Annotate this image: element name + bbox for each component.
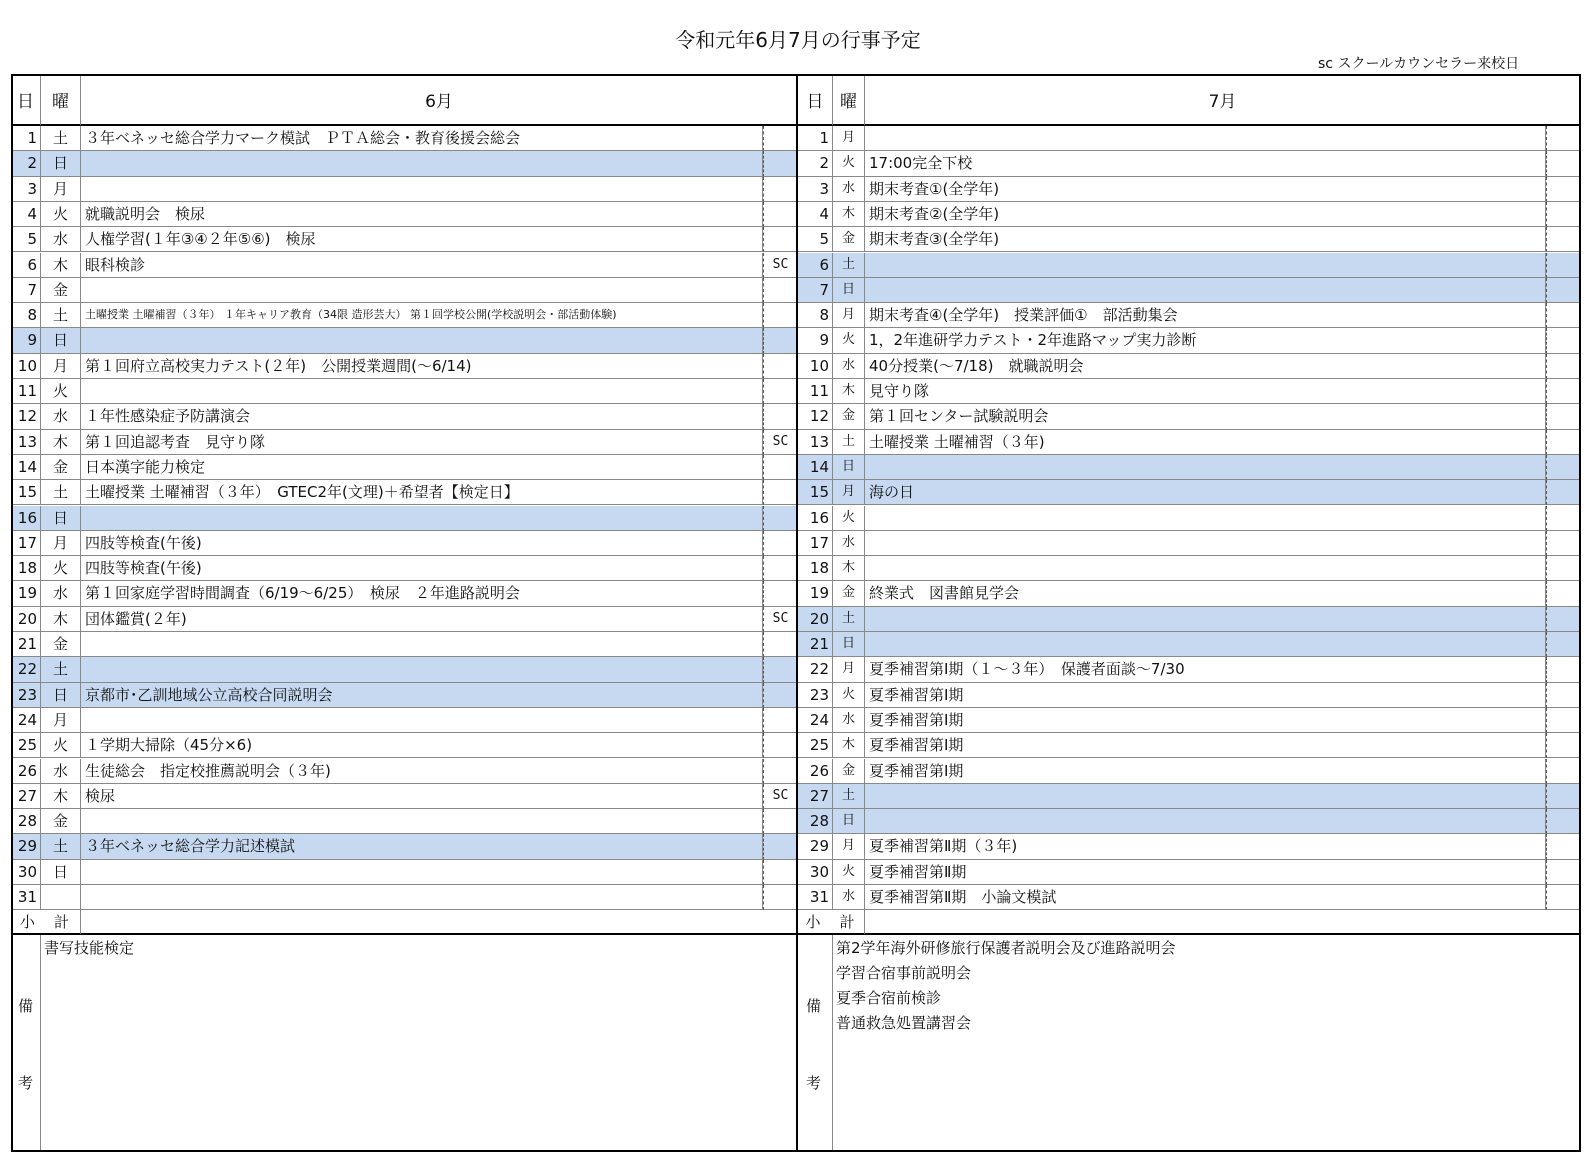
july-day-number: 2 [798,151,833,176]
june-weekday: 木 [41,607,81,632]
june-event: 四肢等検査(午後) [81,531,763,556]
june-event: 日本漢字能力検定 [81,455,763,480]
july-event: 期末考査①(全学年) [865,177,1546,202]
july-weekday: 月 [833,480,865,505]
july-remarks-label-top: 備 [806,997,822,1015]
june-day-number: 12 [11,404,41,429]
june-event: 京都市･乙訓地域公立高校合同説明会 [81,683,763,708]
sc-legend: sc スクールカウンセラー来校日 [1318,56,1520,72]
july-header-dow: 曜 [833,74,865,126]
june-day-number: 25 [11,733,41,758]
june-weekday: 水 [41,581,81,606]
july-weekday: 月 [833,657,865,682]
june-weekday: 金 [41,278,81,303]
remark-line: 第2学年海外研修旅行保護者説明会及び進路説明会 [836,939,1176,958]
june-day-number: 3 [11,177,41,202]
july-day-number: 28 [798,809,833,834]
july-day-number: 5 [798,227,833,252]
june-event: 土曜授業 土曜補習（３年） １年キャリア教育（34限 造形芸大） 第１回学校公開(学校説明会・部活動体験) [81,303,763,328]
july-day-number: 7 [798,278,833,303]
july-event: 夏季補習第Ⅰ期 [865,708,1546,733]
june-day-number: 27 [11,784,41,809]
july-weekday: 木 [833,556,865,581]
june-day-number: 6 [11,253,41,278]
june-event: ３年ベネッセ総合学力マーク模試 ＰＴＡ総会・教育後援会総会 [81,126,763,151]
july-weekday: 火 [833,860,865,885]
june-weekday: 火 [41,202,81,227]
june-sc-mark: SC [763,784,798,809]
june-weekday: 月 [41,354,81,379]
july-event: 夏季補習第Ⅰ期 [865,683,1546,708]
june-day-number: 17 [11,531,41,556]
july-event: 期末考査③(全学年) [865,227,1546,252]
july-day-number: 30 [798,860,833,885]
july-day-number: 22 [798,657,833,682]
july-weekday: 月 [833,834,865,859]
july-day-number: 21 [798,632,833,657]
june-event: 団体鑑賞(２年) [81,607,763,632]
july-weekday: 土 [833,253,865,278]
june-weekday: 木 [41,430,81,455]
june-weekday: 火 [41,733,81,758]
june-event: ３年ベネッセ総合学力記述模試 [81,834,763,859]
july-day-number: 31 [798,885,833,910]
june-day-number: 14 [11,455,41,480]
june-header-dow: 曜 [41,74,81,126]
june-weekday: 日 [41,151,81,176]
july-event: 夏季補習第Ⅱ期（３年) [865,834,1546,859]
june-day-number: 21 [11,632,41,657]
june-weekday: 月 [41,531,81,556]
june-weekday: 火 [41,556,81,581]
june-day-number: 30 [11,860,41,885]
june-weekday: 水 [41,759,81,784]
july-day-number: 20 [798,607,833,632]
july-weekday: 水 [833,177,865,202]
june-event: 就職説明会 検尿 [81,202,763,227]
july-day-number: 14 [798,455,833,480]
july-day-number: 23 [798,683,833,708]
july-weekday: 金 [833,227,865,252]
july-event: 1，2年進研学力テスト・2年進路マップ実力診断 [865,328,1546,353]
july-weekday: 木 [833,379,865,404]
june-weekday: 土 [41,303,81,328]
june-day-number: 13 [11,430,41,455]
remark-line: 学習合宿事前説明会 [836,964,972,983]
july-day-number: 12 [798,404,833,429]
july-weekday: 土 [833,430,865,455]
june-day-number: 18 [11,556,41,581]
remark-line: 夏季合宿前検診 [836,989,942,1008]
june-weekday: 日 [41,860,81,885]
june-sc-mark: SC [763,607,798,632]
july-day-number: 1 [798,126,833,151]
july-weekday: 土 [833,784,865,809]
june-day-number: 8 [11,303,41,328]
july-day-number: 17 [798,531,833,556]
june-event: １年性感染症予防講演会 [81,404,763,429]
july-weekday: 水 [833,708,865,733]
july-day-number: 26 [798,759,833,784]
june-day-number: 2 [11,151,41,176]
june-weekday: 火 [41,379,81,404]
june-subtotal-label: 小 計 [11,910,81,935]
july-day-number: 24 [798,708,833,733]
july-weekday: 金 [833,581,865,606]
june-day-number: 28 [11,809,41,834]
july-day-number: 10 [798,354,833,379]
june-header-month: 6月 [81,74,798,126]
july-weekday: 日 [833,278,865,303]
july-day-number: 18 [798,556,833,581]
july-weekday: 月 [833,303,865,328]
june-event: 土曜授業 土曜補習（３年） GTEC2年(文理)＋希望者【検定日】 [81,480,763,505]
june-sc-mark: SC [763,430,798,455]
july-day-number: 27 [798,784,833,809]
july-event: 見守り隊 [865,379,1546,404]
july-weekday: 水 [833,354,865,379]
july-weekday: 木 [833,733,865,758]
july-weekday: 日 [833,455,865,480]
june-day-number: 7 [11,278,41,303]
july-day-number: 19 [798,581,833,606]
july-day-number: 3 [798,177,833,202]
july-event: 第１回センター試験説明会 [865,404,1546,429]
july-header-day: 日 [798,74,833,126]
june-day-number: 11 [11,379,41,404]
july-subtotal-label: 小 計 [798,910,865,935]
july-event: 夏季補習第Ⅱ期 [865,860,1546,885]
june-day-number: 23 [11,683,41,708]
june-day-number: 20 [11,607,41,632]
july-weekday: 水 [833,531,865,556]
july-day-number: 6 [798,253,833,278]
july-day-number: 4 [798,202,833,227]
june-weekday: 金 [41,455,81,480]
month-divider [796,74,798,1152]
page-title: 令和元年6月7月の行事予定 [675,28,921,52]
june-weekday: 日 [41,328,81,353]
june-event: 眼科検診 [81,253,763,278]
july-weekday: 火 [833,683,865,708]
june-day-number: 9 [11,328,41,353]
july-event: 40分授業(〜7/18) 就職説明会 [865,354,1546,379]
july-day-number: 11 [798,379,833,404]
july-day-number: 9 [798,328,833,353]
june-day-number: 10 [11,354,41,379]
june-event: 検尿 [81,784,763,809]
june-event: 第１回追認考査 見守り隊 [81,430,763,455]
july-day-number: 15 [798,480,833,505]
july-day-number: 13 [798,430,833,455]
june-weekday: 土 [41,480,81,505]
june-weekday: 日 [41,683,81,708]
june-event: 四肢等検査(午後) [81,556,763,581]
july-event: 期末考査②(全学年) [865,202,1546,227]
june-weekday: 日 [41,506,81,531]
june-event: 第１回府立高校実力テスト(２年) 公開授業週間(〜6/14) [81,354,763,379]
june-weekday: 木 [41,253,81,278]
june-day-number: 5 [11,227,41,252]
july-event: 夏季補習第Ⅱ期 小論文模試 [865,885,1546,910]
june-event: １学期大掃除（45分×6) [81,733,763,758]
june-weekday: 月 [41,708,81,733]
june-day-number: 22 [11,657,41,682]
june-weekday: 木 [41,784,81,809]
june-weekday: 水 [41,404,81,429]
june-day-number: 29 [11,834,41,859]
july-header-month: 7月 [865,74,1581,126]
june-day-number: 26 [11,759,41,784]
june-weekday: 月 [41,177,81,202]
july-remarks-label-bottom: 考 [806,1074,822,1092]
june-day-number: 19 [11,581,41,606]
june-event: 人権学習(１年③④２年⑤⑥) 検尿 [81,227,763,252]
july-event: 海の日 [865,480,1546,505]
june-day-number: 1 [11,126,41,151]
july-weekday: 火 [833,506,865,531]
june-weekday: 金 [41,809,81,834]
july-event: 期末考査④(全学年) 授業評価① 部活動集会 [865,303,1546,328]
june-day-number: 24 [11,708,41,733]
july-weekday: 水 [833,885,865,910]
july-weekday: 日 [833,632,865,657]
july-event: 夏季補習第Ⅰ期 [865,759,1546,784]
june-event: 生徒総会 指定校推薦説明会（３年) [81,759,763,784]
july-event: 土曜授業 土曜補習（３年) [865,430,1546,455]
july-weekday: 火 [833,151,865,176]
july-day-number: 8 [798,303,833,328]
july-event: 終業式 図書館見学会 [865,581,1546,606]
june-day-number: 16 [11,506,41,531]
july-event: 夏季補習第Ⅰ期（１〜３年） 保護者面談〜7/30 [865,657,1546,682]
remark-line: 普通救急処置講習会 [836,1014,972,1033]
june-header-day: 日 [11,74,41,126]
july-weekday: 日 [833,809,865,834]
june-day-number: 4 [11,202,41,227]
june-remarks-label-top: 備 [18,997,34,1015]
july-weekday: 木 [833,202,865,227]
july-day-number: 29 [798,834,833,859]
june-day-number: 31 [11,885,41,910]
july-weekday: 金 [833,759,865,784]
june-weekday: 土 [41,126,81,151]
july-weekday: 火 [833,328,865,353]
remark-line: 書写技能検定 [44,939,135,958]
june-remarks-label-bottom: 考 [18,1074,34,1092]
june-day-number: 15 [11,480,41,505]
july-event: 17:00完全下校 [865,151,1546,176]
july-day-number: 25 [798,733,833,758]
july-weekday: 土 [833,607,865,632]
june-event: 第１回家庭学習時間調査（6/19〜6/25） 検尿 ２年進路説明会 [81,581,763,606]
july-weekday: 金 [833,404,865,429]
july-weekday: 月 [833,126,865,151]
june-weekday: 水 [41,227,81,252]
june-weekday: 金 [41,632,81,657]
june-sc-mark: SC [763,253,798,278]
july-day-number: 16 [798,506,833,531]
june-weekday: 土 [41,834,81,859]
july-event: 夏季補習第Ⅰ期 [865,733,1546,758]
june-weekday: 土 [41,657,81,682]
